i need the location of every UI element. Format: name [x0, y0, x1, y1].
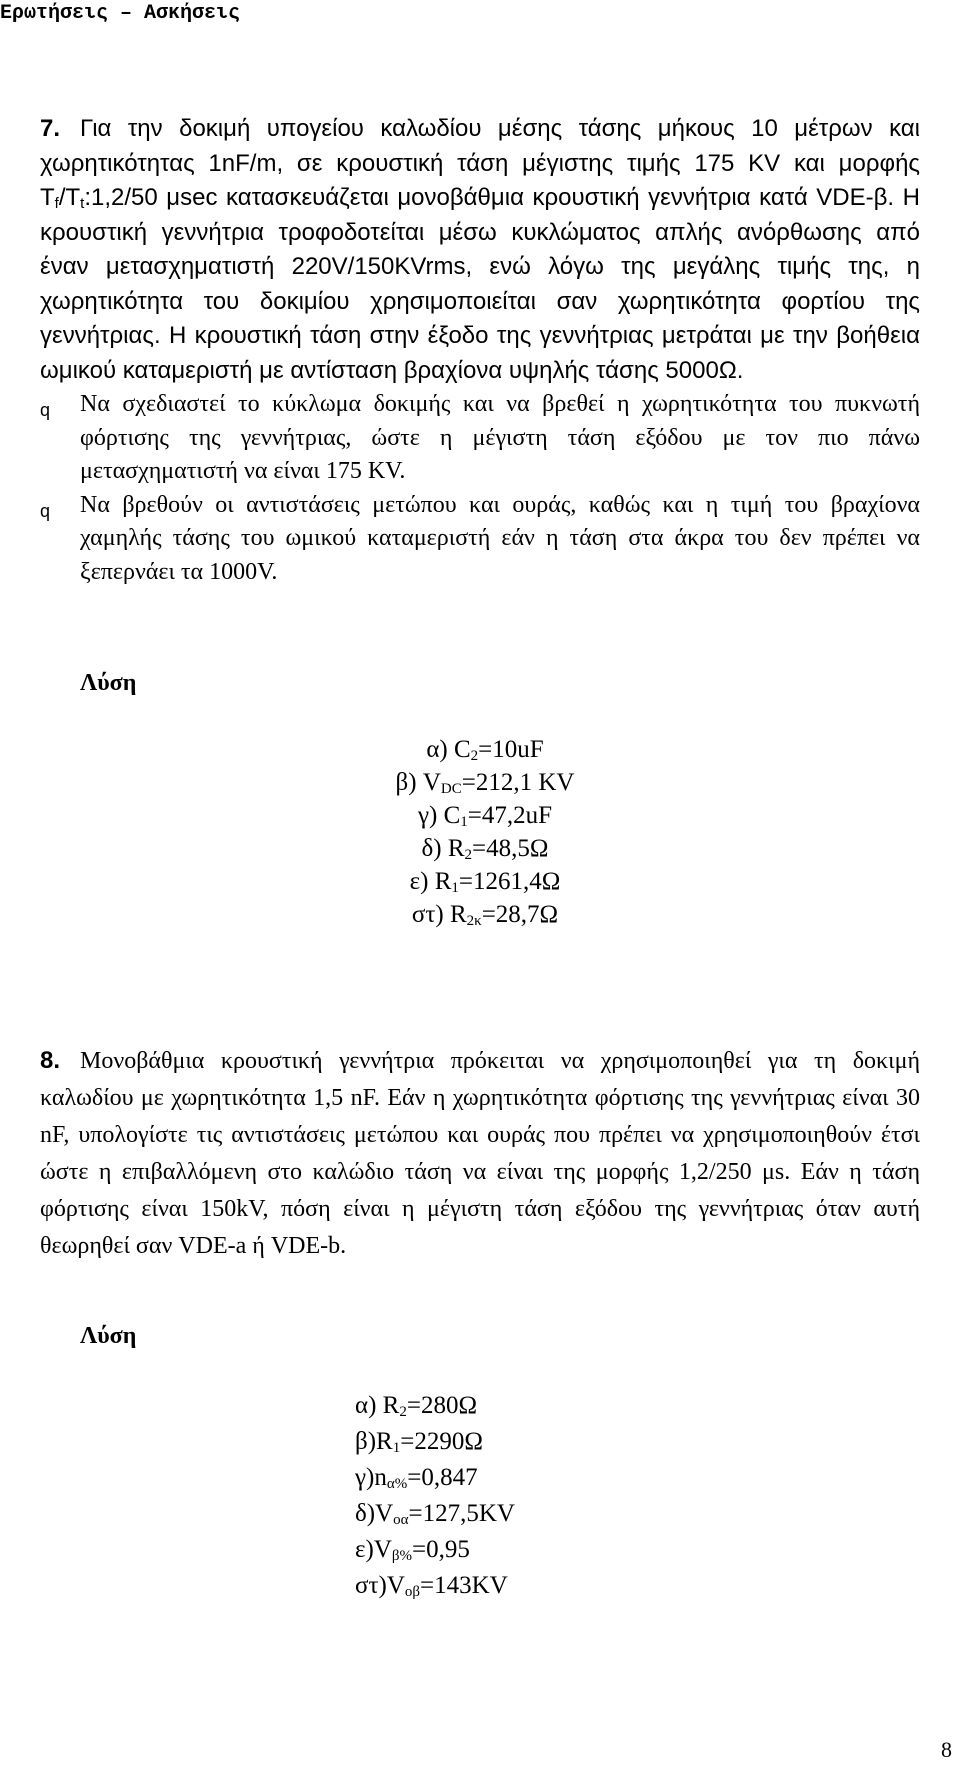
answer-8-e: $\varepsilon)V_{\beta\%}=0,95$ [355, 1536, 470, 1564]
solution-label-7: Λύση [80, 670, 137, 696]
answers-7 [335, 733, 635, 931]
problem-7-statement [40, 112, 920, 388]
answer-8-c: $\gamma)n_{\alpha\%}=0,847$ [355, 1464, 478, 1492]
page-number: 8 [941, 1737, 952, 1762]
answer-7-c: γ) $C_1=47,2uF$ [417, 802, 553, 830]
answer-8-f: $\sigma\tau)V_{o\beta}=143KV$ [355, 1572, 508, 1600]
answer-8-a: α) $R_2=280\Omega$ [355, 1392, 478, 1420]
answers-8 [355, 1388, 615, 1604]
answer-7-f: στ) $R_{2\kappa}=28,7\Omega$ [411, 901, 559, 929]
bullet-marker: q [40, 500, 51, 521]
answer-7-b: β) $V_{DC}=212,1$ KV [395, 769, 575, 797]
problem-8-statement [40, 1042, 920, 1265]
waveform-spec: $T_f/T_t:1,2/50$ μsec κατασκευάζεται μονοβάθμια κρουστική γεννήτρια κατά VDE-β. Η κρουστική γεννήτρια τροφοδοτείται μέσω κυκλώματος απλής ανόρθωσης από έναν μετασχηματιστή 220V/150KVrms, ενώ λόγω της μεγάλης τιμής της, η χωρητικότητα του δοκιμίου χρησιμοποιείται σαν χωρητικότητα φορτίου της γεννήτριας. Η κρουστική τάση στην έξοδο της γεννήτριας μετράται με την βοήθεια ωμικού καταμεριστή με αντίσταση βραχίονα υψηλής τάσης 5000Ω. [40, 184, 920, 384]
question-bullet-2 [40, 489, 920, 590]
problem-7-number: 7. [40, 115, 61, 142]
solution-label-8: Λύση [80, 1323, 137, 1349]
page-header: Ερωτήσεις – Ασκήσεις [0, 2, 241, 25]
answer-7-a: α) $C_2=10uF$ [426, 736, 544, 764]
problem-8 [40, 1042, 920, 1265]
answer-8-b: $\beta)R_1=2290\Omega$ [355, 1428, 483, 1456]
question-1-text: Να σχεδιαστεί το κύκλωμα δοκιμής και να βρεθεί η χωρητικότητα του πυκνωτή φόρτισης της γεννήτριας, ώστε η μέγιστη τάση εξόδου με τον πιο πάνω μετασχηματιστή να είναι 175 KV. [80, 391, 920, 484]
answer-8-d: $\delta)V_{o\alpha}=127,5KV$ [355, 1500, 515, 1528]
problem-8-text: Μονοβάθμια κρουστική γεννήτρια πρόκειται να χρησιμοποιηθεί για τη δοκιμή καλωδίου με χωρητικότητα 1,5 nF. Εάν η χωρητικότητα φόρτισης της γεννήτριας είναι 30 nF, υπολογίστε τις αντιστάσεις μετώπου και ουράς που πρέπει να χρησιμοποιηθούν έτσι ώστε η επιβαλλόμενη στο καλώδιο τάση να είναι της μορφής 1,2/250 μs. Εάν η τάση φόρτισης είναι 150kV, πόση είναι η μέγιστη τάση εξόδου της γεννήτριας όταν αυτή θεωρηθεί σαν VDE-a ή VDE-b. [40, 1048, 920, 1259]
question-2-text: Να βρεθούν οι αντιστάσεις μετώπου και ουράς, καθώς και η τιμή του βραχίονα χαμηλής τάσης του ωμικού καταμεριστή εάν η τάση στα άκρα του δεν πρέπει να ξεπερνάει τα 1000V. [80, 491, 920, 585]
answer-7-e: ε) $R_1=1261,4\Omega$ [409, 868, 561, 896]
bullet-marker: q [40, 400, 51, 420]
problem-7-intro: Για την δοκιμή υπογείου καλωδίου μέσης τάσης μήκους 10 μέτρων και χωρητικότητας 1nF/m, σε κρουστική τάση μέγιστης τιμής 175 KV και μορφής [40, 115, 920, 177]
problem-8-number: 8. [40, 1047, 61, 1074]
answer-7-d: δ) $R_2=48,5\Omega$ [421, 835, 549, 863]
problem-7 [40, 112, 920, 589]
question-bullet-1 [40, 388, 920, 489]
